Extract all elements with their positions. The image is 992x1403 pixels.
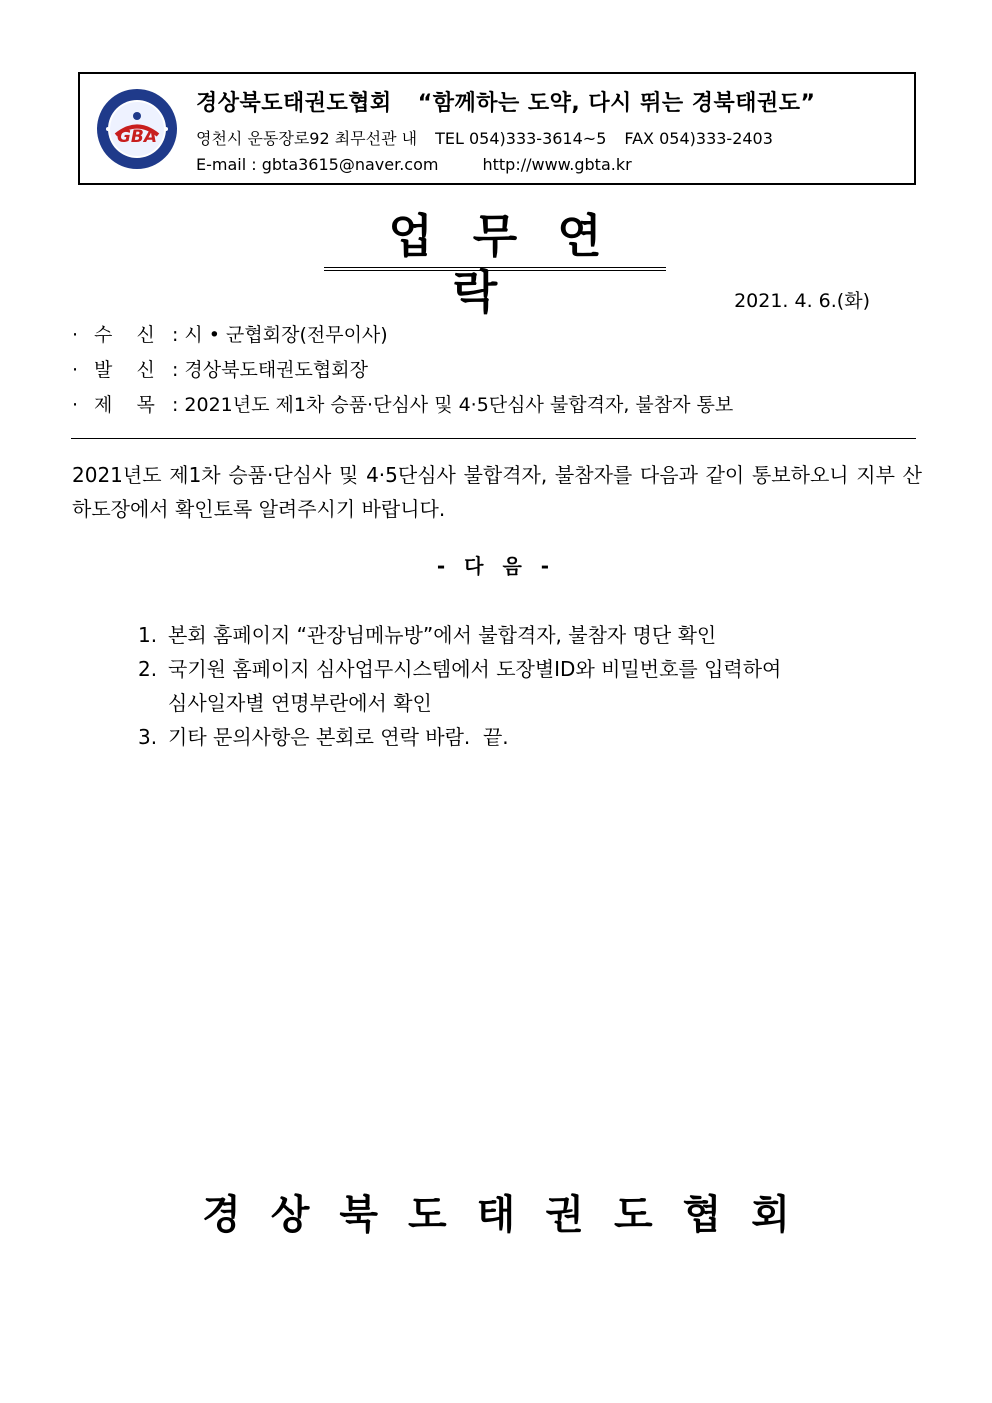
fax: FAX 054)333-2403 (624, 129, 773, 148)
section-heading: - 다 음 - (436, 554, 556, 578)
meta-value: 시 • 군협회장(전무이사) (184, 324, 388, 346)
svg-text:GBA: GBA (116, 127, 158, 147)
address: 영천시 운동장로92 최무선관 내 (196, 129, 418, 148)
meta-subject: · 제 목 : 2021년도 제1차 승품·단심사 및 4·5단심사 불합격자, 불참자 통보 (72, 390, 733, 417)
notice-list (138, 618, 781, 754)
contact-line (196, 126, 773, 149)
divider (71, 438, 916, 439)
letterhead-title (196, 86, 815, 117)
online-line (196, 155, 632, 174)
meta-value: 경상북도태권도협회장 (184, 359, 368, 381)
association-logo-icon (96, 88, 178, 170)
document-date: 2021. 4. 6.(화) (734, 290, 870, 312)
list-item: 2. 국기원 홈페이지 심사업무시스템에서 도장별ID와 비밀번호를 입력하여 (138, 657, 782, 681)
telephone: TEL 054)333-3614~5 (435, 129, 607, 148)
list-item: 3. 기타 문의사항은 본회로 연락 바람. 끝. (138, 725, 509, 749)
body-paragraph: 2021년도 제1차 승품·단심사 및 4·5단심사 불합격자, 불참자를 다음과 같이 통보하오니 지부 산하도장에서 확인토록 알려주시기 바랍니다. (72, 463, 922, 521)
meta-label: 수 신 (94, 324, 155, 346)
meta-recipient: · 수 신 : 시 • 군협회장(전무이사) (72, 320, 388, 347)
email: E-mail : gbta3615@naver.com (196, 155, 439, 174)
document-title: 업무연락 (388, 209, 642, 319)
meta-sender: · 발 신 : 경상북도태권도협회장 (72, 355, 368, 382)
org-name: 경상북도태권도협회 (196, 91, 392, 116)
meta-label: 제 목 (94, 394, 155, 416)
website-link[interactable]: http://www.gbta.kr (482, 155, 632, 174)
list-item: 1. 본회 홈페이지 “관장님메뉴방”에서 불합격자, 불참자 명단 확인 (138, 623, 717, 647)
letterhead (78, 72, 916, 185)
meta-label: 발 신 (94, 359, 155, 381)
title-underline (324, 267, 666, 271)
slogan: “함께하는 도약, 다시 뛰는 경북태권도” (417, 91, 816, 116)
issuer-signature: 경상북도태권도협회 (202, 1192, 820, 1238)
list-item-continuation: 심사일자별 연명부란에서 확인 (168, 691, 432, 715)
meta-value: 2021년도 제1차 승품·단심사 및 4·5단심사 불합격자, 불참자 통보 (184, 394, 734, 416)
